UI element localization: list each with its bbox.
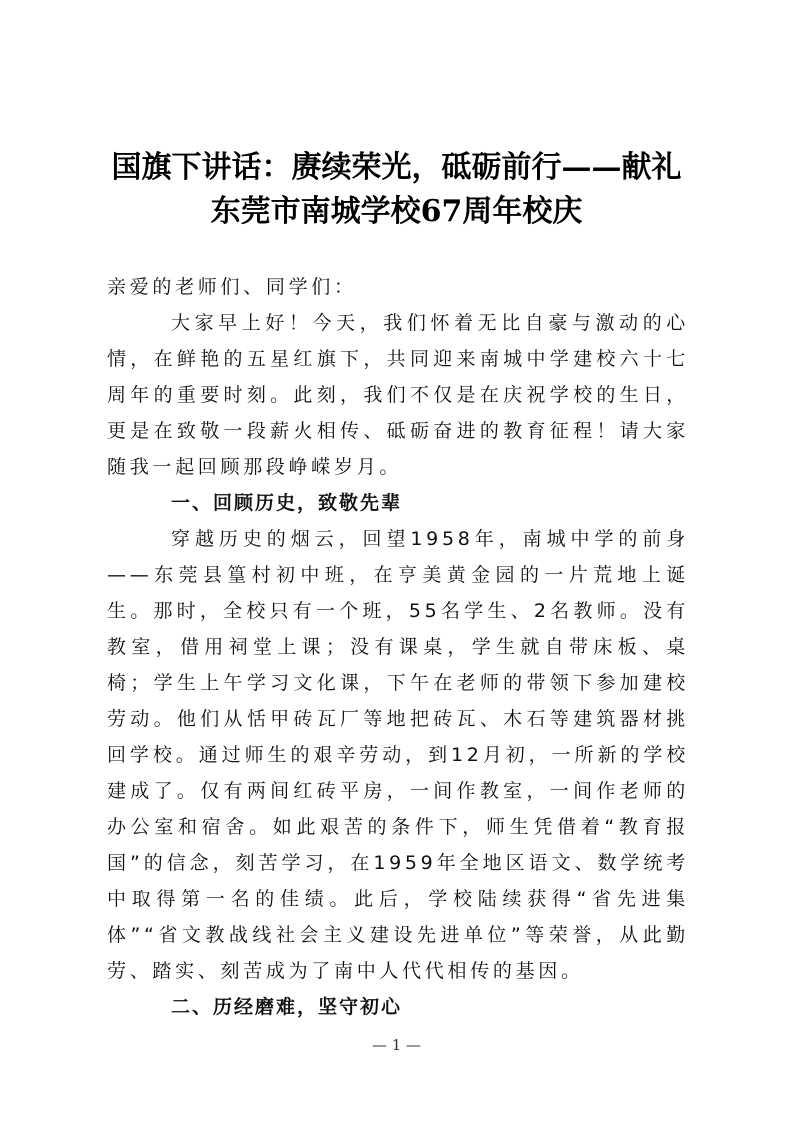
document-title: 国旗下讲话：赓续荣光，砥砺前行——献礼东莞市南城学校67周年校庆 <box>111 150 682 229</box>
page-number: — 1 — <box>371 1036 422 1054</box>
document-body <box>107 269 689 1025</box>
section-1-paragraph: 穿越历史的烟云，回望1958年，南城中学的前身——东莞县篁村初中班，在亨美黄金园的一片荒地上诞生。那时，全校只有一个班，55名学生、2名教师。没有教室，借用祠堂上课；没有课桌，学生就自带床板、桌椅；学生上午学习文化课，下午在老师的带领下参加建校劳动。他们从恬甲砖瓦厂等地把砖瓦、木石等建筑器材挑回学校。通过师生的艰辛劳动，到12月初，一所新的学校建成了。仅有两间红砖平房，一间作教室，一间作老师的办公室和宿舍。如此艰苦的条件下，师生凭借着“教育报国”的信念，刻苦学习，在1959年全地区语文、数学统考中取得第一名的佳绩。此后，学校陆续获得“省先进集体”“省文教战线社会主义建设先进单位”等荣誉，从此勤劳、踏实、刻苦成为了南中人代代相传的基因。 <box>107 528 689 982</box>
section-heading-1: 一、回顾历史，致敬先辈 <box>171 492 403 514</box>
opening-paragraph: 大家早上好！今天，我们怀着无比自豪与激动的心情，在鲜艳的五星红旗下，共同迎来南城中学建校六十七周年的重要时刻。此刻，我们不仅是在庆祝学校的生日，更是在致敬一段薪火相传、砥砺奋进的教育征程！请大家随我一起回顾那段峥嵘岁月。 <box>107 312 689 478</box>
salutation: 亲爱的老师们、同学们： <box>107 276 357 298</box>
section-heading-2: 二、历经磨难，坚守初心 <box>171 996 403 1018</box>
